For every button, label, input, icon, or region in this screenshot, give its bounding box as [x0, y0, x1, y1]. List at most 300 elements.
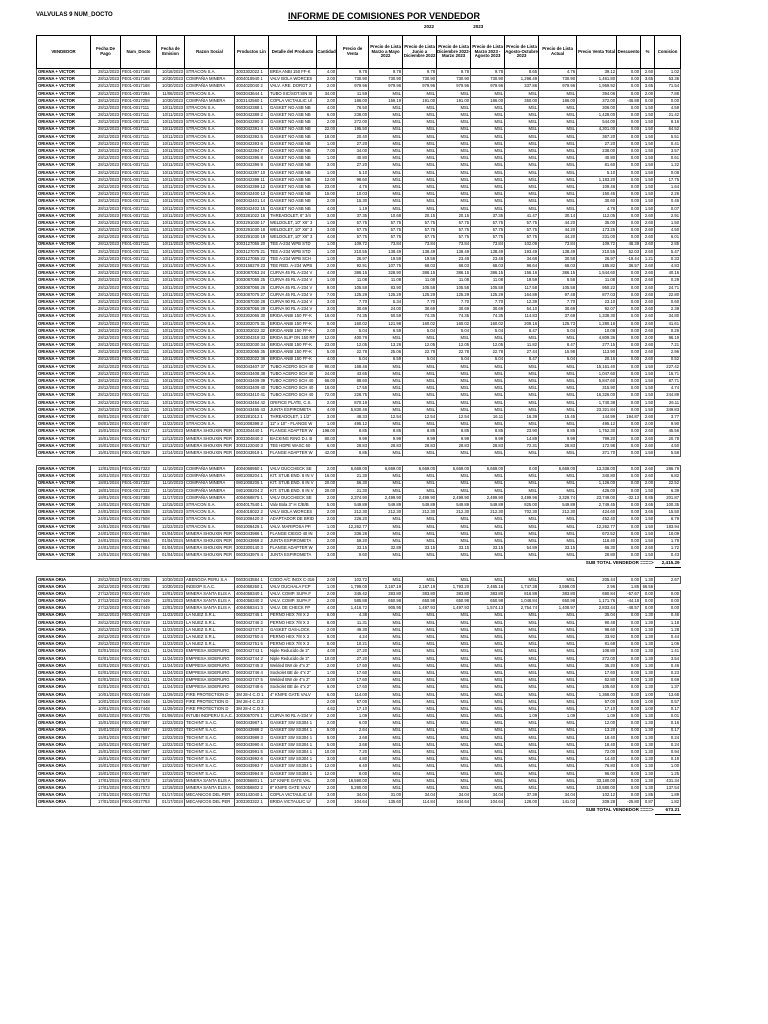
table-cell: 0603043989 3 [235, 734, 269, 741]
table-cell: MSL [539, 148, 577, 155]
table-cell: FE01-0017111 [121, 227, 157, 234]
table-cell: 17.60 [337, 677, 369, 684]
table-cell: 23.00 [317, 342, 337, 349]
table-cell: 730.90 [369, 76, 403, 83]
table-cell: ORIANA ORIA [37, 641, 91, 648]
table-cell: MSL [369, 713, 403, 720]
table-cell: ORIANA + VICTOR [37, 184, 91, 191]
table-cell: 28/12/2023 [91, 306, 121, 313]
table-cell: 4004058341 3 [235, 605, 269, 612]
table-cell: 5.04 [539, 327, 577, 334]
table-cell: 12.00 [317, 770, 337, 777]
table-cell: 0603043959 2 [235, 538, 269, 545]
table-cell: WELDOLET, 10" X6" 3 [269, 227, 317, 234]
table-cell: 1.64 [655, 184, 681, 191]
table-cell: 3,598.00 [539, 583, 577, 590]
table-cell: 10.09 [655, 530, 681, 537]
table-cell: 0.00 [617, 378, 641, 385]
table-cell: 02/01/2024 [91, 662, 121, 669]
table-cell: MINERA SANTA ELIS A [185, 605, 235, 612]
table-cell: MSL [403, 198, 437, 205]
table-cell: 0.00 [617, 205, 641, 212]
table-cell [269, 705, 317, 712]
table-cell: 11/10/2023 [157, 466, 185, 473]
table-cell: ORIFICE PLATE, C.S. [269, 399, 317, 406]
table-cell: 12.00 [317, 334, 337, 341]
table-cell: 1.78 [655, 538, 681, 545]
table-cell: 10/11/2023 [157, 119, 185, 126]
table-cell: 9.99 [403, 435, 437, 442]
table-cell: MSL [505, 378, 539, 385]
table-cell: MSL [403, 112, 437, 119]
table-cell: 3.00 [317, 414, 337, 421]
table-cell: 3M 28-4 C.O 1 [235, 691, 269, 698]
table-cell: 0603042747 3 [235, 626, 269, 633]
table-cell: 191.00 [437, 97, 471, 104]
table-cell: 209.16 [505, 320, 539, 327]
table-cell: ADAPTADOR DE BRID [269, 516, 317, 523]
table-cell: ORIANA + VICTOR [37, 530, 91, 537]
table-cell: GASKET NO ASB NB [269, 133, 317, 140]
table-row [37, 634, 681, 641]
table-cell: 0603043976 4 [235, 552, 269, 559]
table-cell: 28/12/2023 [91, 155, 121, 162]
table-cell: 2.00 [317, 799, 337, 806]
table-cell: FLANGE CIEGO 40 IN [269, 530, 317, 537]
table-cell: 2,187.19 [369, 583, 403, 590]
table-row [37, 263, 681, 270]
table-cell: MSL [505, 626, 539, 633]
table-cell: 9.78 [337, 69, 369, 76]
table-cell: ORIANA + VICTOR [37, 112, 91, 119]
table-cell: STRACON S.A. [185, 112, 235, 119]
table-cell: MSL [403, 523, 437, 530]
table-cell: 0.00 [617, 162, 641, 169]
table-cell: 97.48 [539, 291, 577, 298]
table-row [37, 83, 681, 90]
table-cell: MSL [437, 399, 471, 406]
table-cell: ORIANA + VICTOR [37, 378, 91, 385]
table-cell: 0.00 [617, 104, 641, 111]
table-cell: 138.49 [539, 248, 577, 255]
table-cell: 2.00 [317, 509, 337, 516]
table-row [37, 763, 681, 770]
table-cell: EMPRESA SIDERURG [185, 677, 235, 684]
table-row [37, 670, 681, 677]
table-cell: 2.60 [641, 473, 655, 480]
table-cell: FE01-0017332 [121, 473, 157, 480]
table-cell: STRACON S.A. [185, 69, 235, 76]
table-cell: FE01-0017597 [121, 763, 157, 770]
table-cell: MSL [369, 677, 403, 684]
table-cell: 1.00 [317, 241, 337, 248]
table-cell: 0603042746 4 [235, 670, 269, 677]
table-cell: 26.97 [337, 255, 369, 262]
table-cell: TUBO ACERO SCH 40 [269, 385, 317, 392]
table-cell: 3003291030 19 [235, 234, 269, 241]
table-cell: FE01-0017111 [121, 133, 157, 140]
table-cell: MSL [505, 684, 539, 691]
table-cell: 3.68 [337, 741, 369, 748]
table-cell: 8.47 [539, 342, 577, 349]
table-cell: 32.89 [369, 545, 403, 552]
table-cell: 2.60 [641, 270, 655, 277]
table-cell: 544.00 [577, 119, 617, 126]
table-cell: INTUBI INDPERU S.A.C. [186, 713, 233, 719]
table-cell: 11.08 [437, 277, 471, 284]
table-cell: MSL [539, 162, 577, 169]
table-cell: 28/12/2023 [91, 119, 121, 126]
table-cell: 730.90 [337, 76, 369, 83]
table-cell: 2.60 [641, 291, 655, 298]
table-cell: MSL [471, 705, 505, 712]
table-cell: 164.89 [505, 291, 539, 298]
table-cell: 2,499.90 [471, 494, 505, 501]
table-cell: MSL [403, 385, 437, 392]
table-cell: FE01-0017111 [121, 349, 157, 356]
table-cell [269, 698, 317, 705]
table-cell: 105.58 [539, 284, 577, 291]
table-cell: STRACON S.A. [185, 299, 235, 306]
table-row [37, 713, 681, 720]
table-cell: 3003087030 28 [235, 299, 269, 306]
table-row [37, 184, 681, 191]
table-cell: 0.00 [617, 126, 641, 133]
table-cell: STRACON S.A. [185, 342, 235, 349]
table-cell: MSL [539, 749, 577, 756]
table-cell: LA NUEZ S.R.L. [185, 612, 235, 619]
table-cell: 10/11/2023 [157, 291, 185, 298]
table-cell: GASKET NO ASB NB [269, 155, 317, 162]
table-cell: 6.01 [655, 234, 681, 241]
table-cell: 6,669.00 [471, 466, 505, 473]
table-cell: 1.50 [641, 126, 655, 133]
table-cell: STRACON S.A. [185, 421, 235, 428]
table-cell: 11/22/2023 [157, 414, 185, 421]
table-cell: 10/11/2023 [157, 184, 185, 191]
table-cell: 193.49 [505, 248, 539, 255]
table-cell: TECHINT S.A.C. [185, 770, 235, 777]
table-cell: 0.00 [617, 487, 641, 494]
table-cell: 105.60 [577, 684, 617, 691]
table-cell: 12/22/2023 [157, 720, 185, 727]
table-cell: 57.75 [437, 234, 471, 241]
table-cell: MSL [471, 126, 505, 133]
table-cell: 0.00 [617, 406, 641, 413]
table-cell: MSL [539, 205, 577, 212]
table-cell: 11/24/2023 [157, 677, 185, 684]
table-cell: 12.54 [369, 414, 403, 421]
table-cell: GASKET SW SS304 1 [269, 763, 317, 770]
table-cell: 4.76 [337, 184, 369, 191]
table-cell: 31.00 [369, 792, 403, 799]
table-cell: -19.44 [617, 255, 641, 262]
table-cell: 0603043993 7 [235, 763, 269, 770]
table-cell: ORIANA ORIA [37, 734, 91, 741]
table-cell: ORIANA + VICTOR [37, 385, 91, 392]
table-cell: FE01-0017111 [121, 198, 157, 205]
table-cell: ORIANA ORIA [37, 799, 91, 806]
table-cell: 12.00 [317, 763, 337, 770]
table-cell: STRACON S.A. [185, 306, 235, 313]
table-cell: 0.00 [641, 97, 655, 104]
table-cell: 1,799.00 [337, 583, 369, 590]
table-cell: MSL [471, 148, 505, 155]
table-cell: 5.58 [655, 449, 681, 456]
table-cell: FE01-0017111 [121, 184, 157, 191]
table-cell: 0.00 [617, 313, 641, 320]
table-cell: MSL [437, 392, 471, 399]
table-row [37, 691, 681, 698]
table-cell: MSL [539, 763, 577, 770]
table-cell: MSL [505, 705, 539, 712]
table-row [37, 414, 681, 421]
table-cell: 10/11/2023 [157, 191, 185, 198]
table-cell: STRACON S.A. [185, 327, 235, 334]
table-cell: MSL [403, 670, 437, 677]
table-cell: 24/01/2024 [91, 502, 121, 509]
table-cell: MSL [369, 378, 403, 385]
table-cell: FE01-0017517 [121, 435, 157, 442]
table-cell: 0603043407 37 [235, 363, 269, 370]
table-cell: 2.60 [641, 219, 655, 226]
section-spacer [37, 567, 681, 576]
table-cell: MSL [505, 119, 539, 126]
table-cell: 0.00 [617, 428, 641, 435]
table-cell: FE01-0017558 [121, 523, 157, 530]
table-cell: 3.65 [641, 509, 655, 516]
table-cell: GASKET SW SS304 1 [269, 770, 317, 777]
table-cell: MINERA SHOUXIN PER [185, 545, 235, 552]
table-cell: 16,590.00 [337, 777, 369, 784]
table-cell: 1.30 [641, 634, 655, 641]
table-cell: 2.00 [317, 538, 337, 545]
table-cell: 8.00 [317, 634, 337, 641]
table-cell: 21.30 [337, 487, 369, 494]
table-cell: 3.00 [317, 552, 337, 559]
table-cell: 17.60 [337, 670, 369, 677]
table-cell: FE01-0017168 [121, 83, 157, 90]
table-cell: 1.50 [641, 523, 655, 530]
table-cell: 28/12/2023 [91, 104, 121, 111]
table-cell: MSL [369, 612, 403, 619]
table-cell: 2.00 [317, 590, 337, 597]
table-cell: MSL [437, 648, 471, 655]
table-row [37, 662, 681, 669]
table-cell: MSL [369, 756, 403, 763]
table-cell: EMPRESA SIDERURG [185, 684, 235, 691]
table-cell: 28/12/2023 [91, 320, 121, 327]
table-cell: MSL [505, 392, 539, 399]
table-cell: ORIANA ORIA [37, 619, 91, 626]
table-cell: 3003302022 36 [235, 356, 269, 363]
table-cell: FE01-0017111 [121, 399, 157, 406]
table-cell: 0.00 [617, 480, 641, 487]
table-cell: FE01-0017111 [121, 191, 157, 198]
column-header: Comision [655, 36, 681, 69]
table-cell: MSL [369, 626, 403, 633]
table-cell: 0.00 [641, 605, 655, 612]
table-cell: 0.46 [655, 612, 681, 619]
table-cell: MSL [471, 763, 505, 770]
table-cell: STRACON S.A. [185, 502, 235, 509]
table-cell: MSL [369, 727, 403, 734]
table-cell: MSL [505, 670, 539, 677]
table-cell: 0.00 [617, 270, 641, 277]
table-cell: 0.00 [617, 442, 641, 449]
table-cell: 5,847.60 [577, 378, 617, 385]
table-cell: 0.00 [617, 720, 641, 727]
table-cell: 6.00 [317, 691, 337, 698]
table-cell: ORIANA + VICTOR [37, 356, 91, 363]
table-row [37, 487, 681, 494]
table-cell: MSL [505, 530, 539, 537]
table-cell: MSL [471, 487, 505, 494]
table-cell: FLANGE ADAPTER W [269, 545, 317, 552]
table-cell: VALV. ARE. DORGT 2 [269, 83, 317, 90]
table-row [37, 576, 681, 583]
table-cell: 98.60 [577, 626, 617, 633]
table-cell: ORIANA ORIA [37, 763, 91, 770]
table-cell: 1.06 [655, 641, 681, 648]
table-cell: FE01-0017684 [121, 538, 157, 545]
table-cell: MSL [505, 698, 539, 705]
sheet-title: VALVULAS 9 NUM_DOCTO [36, 12, 113, 18]
table-cell: VALV BOLA WORCES [269, 509, 317, 516]
table-cell: 1,793.20 [437, 583, 471, 590]
table-cell: MSL [437, 705, 471, 712]
table-cell: 0.01 [655, 713, 681, 720]
table-cell: MINERA SANTA ELIS A [185, 590, 235, 597]
table-cell: MSL [369, 662, 403, 669]
table-cell: MSL [437, 626, 471, 633]
table-row [37, 385, 681, 392]
table-cell: MSL [403, 655, 437, 662]
table-cell: MSL [505, 162, 539, 169]
table-cell: 42.00 [317, 449, 337, 456]
table-cell: 28.83 [437, 442, 471, 449]
table-cell: ORIANA + VICTOR [37, 227, 91, 234]
table-cell: 1.30 [641, 720, 655, 727]
table-cell: 205.44 [577, 576, 617, 583]
table-cell: Niple Reducido de 2" [269, 655, 317, 662]
table-cell: STRACON S.A. [185, 133, 235, 140]
table-cell: 92.07 [577, 306, 617, 313]
table-cell: 0603042394 7 [235, 148, 269, 155]
table-cell: MSL [471, 162, 505, 169]
table-cell: 10.00 [317, 749, 337, 756]
table-cell: MSL [403, 421, 437, 428]
table-cell: ORIANA + VICTOR [37, 205, 91, 212]
table-cell: 17.75 [655, 176, 681, 183]
table-cell: 7.00 [317, 291, 337, 298]
table-cell: 16/01/2024 [91, 473, 121, 480]
table-cell: 238.00 [577, 148, 617, 155]
table-cell: 28.83 [337, 442, 369, 449]
table-cell: 22.00 [317, 126, 337, 133]
table-cell: MSL [437, 126, 471, 133]
table-cell: FE01-0017111 [121, 392, 157, 399]
table-cell: 160.02 [437, 320, 471, 327]
table-cell: 0601008425 1 [235, 523, 269, 530]
table-cell: ORIANA ORIA [37, 655, 91, 662]
table-cell: EMPRESA SIDERURG [185, 655, 235, 662]
table-cell: FE01-0017597 [121, 749, 157, 756]
table-cell: MSL [539, 155, 577, 162]
table-cell: 11/17/2023 [157, 494, 185, 501]
table-row [37, 306, 681, 313]
table-cell: 4.00 [317, 270, 337, 277]
table-cell: 2,754.74 [505, 605, 539, 612]
table-cell: 0603042745 3 [235, 662, 269, 669]
table-cell: MINERA SHOUXIN PER [185, 552, 235, 559]
table-cell: 1.00 [641, 691, 655, 698]
table-cell: 3003302055 35 [235, 349, 269, 356]
table-cell: MSL [539, 421, 577, 428]
table-cell: 0603043408 38 [235, 370, 269, 377]
table-cell: ORIANA + VICTOR [37, 198, 91, 205]
table-cell: FE01-0017111 [121, 378, 157, 385]
table-cell: -46.88 [617, 97, 641, 104]
table-cell: 0.00 [617, 385, 641, 392]
table-row [37, 480, 681, 487]
table-cell: 0.00 [617, 612, 641, 619]
table-cell: 1.50 [641, 191, 655, 198]
table-cell: 2.96 [655, 349, 681, 356]
table-cell: 10/30/2023 [157, 83, 185, 90]
table-cell: FE01-0017684 [121, 530, 157, 537]
table-cell: 0.00 [617, 299, 641, 306]
table-cell: 3003291030 17 [235, 219, 269, 226]
table-cell: 28/12/2023 [91, 205, 121, 212]
table-cell: MSL [539, 133, 577, 140]
table-cell: MSL [471, 334, 505, 341]
table-cell: 18.00 [317, 313, 337, 320]
table-cell: 21.42 [655, 112, 681, 119]
table-cell: 2,499.90 [403, 494, 437, 501]
table-cell: 12/19/2023 [157, 777, 185, 784]
table-cell: 549.89 [403, 502, 437, 509]
table-cell: 12/13/2023 [157, 435, 185, 442]
table-cell: 36.57 [617, 263, 641, 270]
table-cell: 3003087065 26 [235, 284, 269, 291]
table-cell: 495.12 [337, 421, 369, 428]
table-cell: MSL [369, 634, 403, 641]
table-cell: 15/01/2024 [91, 720, 121, 727]
table-cell: 20.00 [317, 487, 337, 494]
table-cell: 0.00 [617, 155, 641, 162]
table-cell: 66.30 [577, 545, 617, 552]
table-cell: 0.00 [617, 538, 641, 545]
table-header [37, 36, 681, 69]
table-cell: 0.00 [617, 449, 641, 456]
table-cell: 2.60 [641, 212, 655, 219]
table-cell: MSL [471, 648, 505, 655]
table-cell: 0.00 [617, 662, 641, 669]
table-cell: 272.00 [577, 655, 617, 662]
table-cell: MSL [539, 634, 577, 641]
table-cell: FE01-0017753 [121, 799, 157, 806]
table-cell: 160.02 [471, 320, 505, 327]
table-cell: MSL [539, 378, 577, 385]
table-cell: ORIANA ORIA [37, 713, 91, 720]
table-cell: 57.75 [369, 227, 403, 234]
table-cell: PERNO HEX 7/8 X 3 [269, 641, 317, 648]
table-row [37, 449, 681, 456]
table-cell: STRACON S.A. [185, 248, 235, 255]
table-cell: MSL [505, 727, 539, 734]
table-cell: 0.00 [617, 684, 641, 691]
